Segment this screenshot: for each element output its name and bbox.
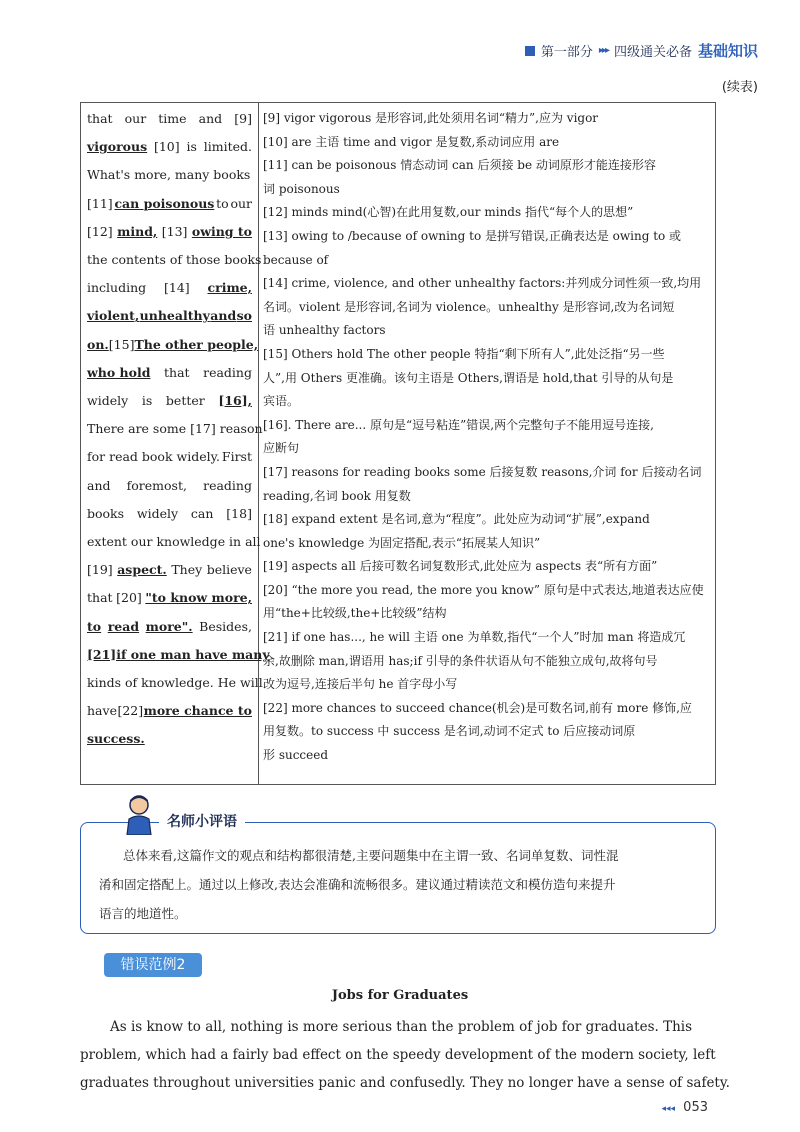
essay-line xyxy=(87,443,252,471)
essay-word: mind, xyxy=(117,223,158,239)
essay-word: [15] xyxy=(108,336,135,352)
essay-line xyxy=(87,218,252,246)
essay-word: is xyxy=(186,139,197,155)
correction-line: because of xyxy=(263,252,329,267)
essay-word: violent, xyxy=(87,308,140,324)
essay-line xyxy=(87,584,252,612)
essay-word: [14] xyxy=(164,280,190,296)
essay-line xyxy=(87,613,252,641)
essay-word: is xyxy=(141,393,153,409)
correction-line: 人”,用 Others 更准确。该句主语是 Others,谓语是 hold,that 引导的从句是 xyxy=(263,370,674,385)
essay-word: on. xyxy=(87,336,109,352)
header-highlight: 基础知识 xyxy=(697,42,758,60)
correction-line: [19] aspects all 后接可数名词复数形式,此处应为 aspects 表“所有方面” xyxy=(263,559,658,574)
essay-word: [20] xyxy=(116,590,142,606)
correction-line: [15] Others hold The other people 特指“剩下所有人”,此处泛指“另一些 xyxy=(263,346,665,361)
essay-word: and xyxy=(210,308,237,324)
essay-word: They xyxy=(171,562,203,578)
triple-arrow-left-icon: ◂◂◂ xyxy=(661,1104,676,1114)
essay-word: [21]if one man have many xyxy=(87,646,270,662)
essay-word: [19] xyxy=(87,562,113,578)
essay-line xyxy=(87,161,252,189)
essay-word: extent our knowledge in all xyxy=(87,534,261,550)
correction-line: [14] crime, violence, and other unhealthy factors:并列成分词性须一致,均用 xyxy=(263,276,702,291)
essay-word: the contents of those books xyxy=(87,252,262,268)
essay-word: [18] xyxy=(226,505,252,521)
comment-body xyxy=(99,841,701,928)
correction-line: [13] owing to /because of owning to 是拼写错误,正确表达是 owing to 或 xyxy=(263,228,682,243)
essay-word: who hold xyxy=(87,364,151,380)
correction-line: 用复数。to success 中 success 是名词,动词不定式 to 后应接动词原 xyxy=(263,724,636,739)
essay-word: [13] xyxy=(161,223,188,239)
correction-line: [9] vigor vigorous 是形容词,此处须用名词“精力”,应为 vigor xyxy=(263,111,599,125)
essay-line xyxy=(87,528,261,556)
correction-column xyxy=(263,107,713,768)
essay-line xyxy=(87,725,252,753)
essay-line xyxy=(87,246,262,274)
header-section: 四级通关必备 xyxy=(613,45,692,60)
essay-line xyxy=(87,359,252,387)
essay-word: read xyxy=(107,618,140,634)
essay-word: reading xyxy=(203,364,252,380)
essay-word: believe xyxy=(206,562,252,578)
correction-line: [20] “the more you read, the more you know” 原句是中式表达,地道表达应使 xyxy=(263,582,704,597)
essay-word: owing to xyxy=(191,223,252,239)
essay-word: so xyxy=(236,308,252,324)
correction-line: 宾语。 xyxy=(263,394,300,409)
essay-word: widely xyxy=(136,505,179,521)
comment-title: 名师小评语 xyxy=(159,811,245,831)
continued-label: (续表) xyxy=(721,80,758,95)
essay-line xyxy=(87,472,252,500)
correction-line: [11] can be poisonous 情态动词 can 后须接 be 动词原形才能连接形容 xyxy=(263,158,656,173)
page-number-text: 053 xyxy=(683,1100,708,1115)
comment-line: 淆和固定搭配上。通过以上修改,表达会准确和流畅很多。建议通过精读范文和模仿造句来提升 xyxy=(99,877,616,892)
essay-word: crime, xyxy=(207,280,252,296)
essay-word: for read book widely. xyxy=(87,449,220,465)
essay-line xyxy=(87,274,252,302)
page-number xyxy=(661,1100,708,1115)
essay-word: unhealthy xyxy=(139,308,210,324)
essay-word: more chance to xyxy=(143,703,252,719)
essay-word: "to know more, xyxy=(145,590,252,606)
essay-word: limited. xyxy=(203,139,252,155)
correction-line: [18] expand extent 是名词,意为“程度”。此处应为动词“扩展”,expand xyxy=(263,512,650,527)
correction-line: 余,故删除 man,谓语用 has;if 引导的条件状语从句不能独立成句,故将句号 xyxy=(263,653,658,668)
passage-body xyxy=(80,1013,730,1097)
essay-word: The other people, xyxy=(134,336,259,352)
essay-word: vigorous xyxy=(87,139,148,155)
essay-word: better xyxy=(165,393,205,409)
essay-word: There are some [17] reason xyxy=(87,421,263,437)
essay-word: that xyxy=(164,364,190,380)
essay-word: aspect. xyxy=(117,562,167,578)
essay-word: have xyxy=(87,703,117,719)
correction-line: 词 poisonous xyxy=(263,181,340,196)
essay-word: First xyxy=(221,449,252,465)
essay-line xyxy=(87,500,252,528)
essay-word: Besides, xyxy=(199,618,252,634)
example-tag: 错误范例2 xyxy=(104,953,202,977)
essay-word: and xyxy=(198,111,223,126)
essay-word: [10] xyxy=(153,139,180,155)
correction-line: 名词。violent 是形容词,名词为 violence。unhealthy 是形容词,改为名词短 xyxy=(263,299,675,314)
running-header xyxy=(525,40,758,61)
essay-line xyxy=(87,669,263,697)
essay-line xyxy=(87,133,252,161)
essay-word: our xyxy=(124,111,147,126)
passage-line: As is know to all, nothing is more serious than the problem of job for graduates. This xyxy=(110,1019,693,1035)
essay-column xyxy=(81,105,270,754)
essay-word: foremost, xyxy=(126,477,187,493)
correction-line: [21] if one has..., he will 主语 one 为单数,指代“一个人”时加 man 将造成冗 xyxy=(263,630,686,645)
essay-line xyxy=(87,387,252,415)
essay-word: kinds of knowledge. He will xyxy=(87,675,263,691)
essay-word: to xyxy=(216,195,229,211)
essay-line xyxy=(87,190,252,218)
essay-word: that xyxy=(87,111,113,126)
triple-arrow-icon: ▸▸▸ xyxy=(598,45,608,56)
essay-word: our xyxy=(230,195,252,211)
correction-line: [12] minds mind(心智)在此用复数,our minds 指代“每个人的思想” xyxy=(263,205,634,220)
correction-line: reading,名词 book 用复数 xyxy=(263,488,411,503)
essay-word: can poisonous xyxy=(114,195,215,211)
essay-word: success. xyxy=(87,731,145,747)
essay-line xyxy=(87,415,263,443)
essay-line xyxy=(87,697,252,725)
essay-word: and xyxy=(87,477,111,493)
correction-line: 应断句 xyxy=(263,441,300,456)
essay-word: [22] xyxy=(117,703,144,719)
passage-title: Jobs for Graduates xyxy=(331,988,469,1003)
square-icon xyxy=(525,46,535,56)
essay-line xyxy=(87,302,252,330)
correction-line: one's knowledge 为固定搭配,表示“拓展某人知识” xyxy=(263,535,541,550)
essay-word: [9] xyxy=(234,111,252,126)
passage-line: graduates throughout universities panic and confusedly. They no longer have a sense of safety. xyxy=(80,1075,730,1091)
correction-table xyxy=(80,102,716,785)
essay-word: What's more, many books xyxy=(87,167,251,183)
correction-line: 语 unhealthy factors xyxy=(263,323,386,338)
correction-line: 改为逗号,连接后半句 he 首字母小写 xyxy=(263,677,458,692)
essay-word: that xyxy=(87,590,113,606)
essay-line xyxy=(87,556,252,584)
essay-word: can xyxy=(190,505,214,521)
essay-line xyxy=(87,641,270,669)
correction-line: [22] more chances to succeed chance(机会)是可数名词,前有 more 修饰,应 xyxy=(263,700,692,715)
essay-word: books xyxy=(87,505,125,521)
essay-word: more". xyxy=(145,618,193,634)
essay-word: widely xyxy=(87,393,129,409)
essay-line xyxy=(87,331,259,359)
teacher-comment-box xyxy=(80,814,716,934)
correction-line: [10] are 主语 time and vigor 是复数,系动词应用 are xyxy=(263,134,560,149)
essay-word: including xyxy=(87,280,147,296)
correction-line: 形 succeed xyxy=(263,748,329,763)
correction-line: 用“the+比较级,the+比较级”结构 xyxy=(263,606,447,621)
essay-word: [16], xyxy=(218,393,252,409)
essay-word: reading xyxy=(203,477,252,493)
correction-line: [17] reasons for reading books some 后接复数 reasons,介词 for 后接动名词 xyxy=(263,464,702,479)
correction-line: [16]. There are... 原句是“逗号粘连”错误,两个完整句子不能用逗号连接, xyxy=(263,417,654,432)
essay-word: to xyxy=(87,618,102,634)
essay-word: time xyxy=(158,111,187,126)
header-part: 第一部分 xyxy=(540,45,593,60)
teacher-avatar-icon xyxy=(121,793,157,835)
comment-line: 总体来看,这篇作文的观点和结构都很清楚,主要问题集中在主谓一致、名词单复数、词性混 xyxy=(123,848,619,863)
passage-line: problem, which had a fairly bad effect on the speedy development of the modern society, left xyxy=(80,1047,716,1063)
essay-line xyxy=(87,105,252,133)
comment-line: 语言的地道性。 xyxy=(99,906,187,921)
essay-word: [11] xyxy=(87,195,113,211)
essay-word: [12] xyxy=(87,223,113,239)
